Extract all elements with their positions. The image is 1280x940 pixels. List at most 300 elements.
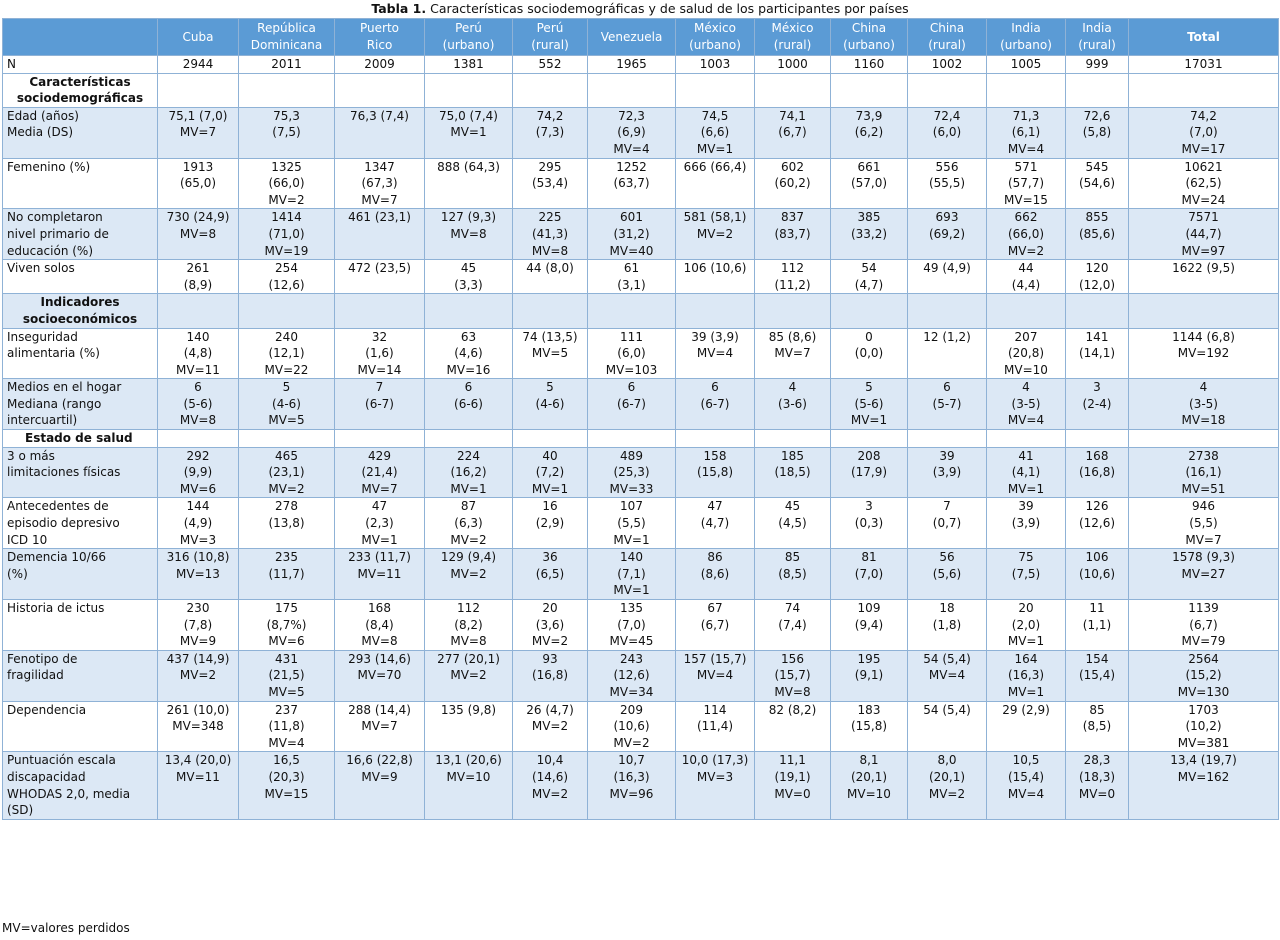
cell-line: (6-7) <box>700 396 730 411</box>
cell-line: 26 (4,7) <box>526 702 574 717</box>
section-header <box>3 430 158 448</box>
cell-line: 74,2 <box>536 108 564 123</box>
cell-line: México <box>694 21 736 36</box>
cell-line: (15,4) <box>1078 668 1116 683</box>
cell-line: 837 <box>781 210 804 225</box>
table-cell <box>987 498 1066 549</box>
cell-line: MV=4 <box>268 735 305 750</box>
table-row <box>3 260 1279 294</box>
cell-line: Características <box>29 74 131 89</box>
cell-line: MV=4 <box>1007 786 1045 801</box>
cell-line: 41 <box>1018 448 1034 463</box>
table-cell <box>158 379 239 430</box>
table-row <box>3 549 1279 600</box>
cell-line: (7,0) <box>854 566 884 581</box>
cell-line: MV=7 <box>361 719 398 734</box>
cell-line: (6-7) <box>617 396 646 411</box>
cell-line: Viven solos <box>7 261 75 276</box>
cell-line: (6,7) <box>1189 617 1218 632</box>
table-row <box>3 447 1279 498</box>
cell-line: 54 <box>861 261 877 276</box>
cell-line: MV=8 <box>531 243 569 258</box>
cell-line: alimentaria (%) <box>7 346 100 361</box>
cell-line: (8,7%) <box>266 617 307 632</box>
table-cell <box>987 73 1066 107</box>
table-cell <box>588 498 676 549</box>
table-cell <box>908 158 987 209</box>
cell-line: (53,4) <box>531 176 569 191</box>
table-cell <box>239 260 335 294</box>
table-cell <box>588 430 676 448</box>
cell-line: MV=2 <box>450 566 487 581</box>
cell-line: 437 (14,9) <box>166 651 230 666</box>
cell-line: (14,1) <box>1078 346 1116 361</box>
cell-line: 2009 <box>364 57 395 71</box>
cell-line: (SD) <box>7 803 34 818</box>
cell-line: (2,3) <box>365 516 394 531</box>
cell-line: Indicadores <box>40 295 120 310</box>
cell-line: MV=8 <box>361 634 398 649</box>
cell-line: MV=1 <box>696 141 734 156</box>
cell-line: Edad (años) <box>7 108 79 123</box>
table-cell <box>335 430 425 448</box>
cell-line: MV=2 <box>450 668 487 683</box>
cell-line: MV=27 <box>1181 566 1226 581</box>
table-cell <box>588 379 676 430</box>
table-cell <box>335 294 425 328</box>
table-row <box>3 379 1279 430</box>
cell-line: (18,5) <box>774 465 811 480</box>
cell-line: 8,1 <box>859 753 879 768</box>
cell-line: India <box>1082 21 1112 36</box>
cell-line: MV=8 <box>450 226 487 241</box>
cell-line: 1139 <box>1188 601 1219 615</box>
cell-line: (41,3) <box>531 226 569 241</box>
cell-line: (3,6) <box>535 617 565 632</box>
cell-line: 54 (5,4) <box>923 702 971 717</box>
cell-line: 18 <box>939 601 955 615</box>
table-cell <box>513 549 588 600</box>
table-cell <box>513 498 588 549</box>
cell-line: (rural) <box>928 38 966 52</box>
cell-line: (5,5) <box>617 516 646 531</box>
cell-line: 164 <box>1014 651 1038 666</box>
cell-line: MV=8 <box>450 634 487 649</box>
cell-line: (21,4) <box>361 465 398 480</box>
table-cell <box>831 56 908 74</box>
cell-line: (8,5) <box>1082 719 1112 734</box>
cell-line: MV=22 <box>264 362 309 377</box>
table-cell <box>676 379 755 430</box>
column-header <box>513 19 588 56</box>
cell-line: 87 <box>460 499 477 514</box>
table-cell <box>1066 260 1129 294</box>
table-cell <box>987 752 1066 819</box>
cell-line: (16,3) <box>1007 668 1045 683</box>
cell-line: (18,3) <box>1078 769 1116 784</box>
cell-line: 472 (23,5) <box>348 261 411 276</box>
cell-line: 49 (4,9) <box>923 261 971 276</box>
cell-line: Total <box>1187 29 1220 44</box>
column-header <box>676 19 755 56</box>
cell-line: 112 <box>781 261 804 276</box>
table-cell <box>1129 650 1279 701</box>
cell-line: 556 <box>935 159 959 174</box>
cell-line: Puntuación escala <box>7 753 116 768</box>
table-cell <box>1066 650 1129 701</box>
cell-line: (55,5) <box>928 176 966 191</box>
table-cell <box>158 498 239 549</box>
table-cell <box>158 294 239 328</box>
cell-line: 1381 <box>453 57 484 71</box>
cell-line: 156 <box>781 651 804 666</box>
cell-line: China <box>851 21 887 36</box>
cell-line: 39 <box>939 448 955 463</box>
table-cell <box>755 549 831 600</box>
table-cell <box>987 430 1066 448</box>
cell-line: 581 (58,1) <box>683 210 747 225</box>
cell-line: (4,4) <box>1011 277 1041 292</box>
cell-line: 135 <box>620 601 643 615</box>
cell-line: (1,1) <box>1082 617 1112 632</box>
cell-line: Demencia 10/66 <box>7 550 106 565</box>
cell-line: (7,1) <box>617 566 646 581</box>
table-cell <box>908 73 987 107</box>
cell-line: (4-6) <box>535 396 565 411</box>
cell-line: (5,8) <box>1082 125 1112 140</box>
table-cell <box>1066 107 1129 158</box>
section-header <box>3 294 158 328</box>
table-cell <box>908 430 987 448</box>
cell-line: 44 (8,0) <box>526 261 574 276</box>
table-cell <box>1129 260 1279 294</box>
cell-line: MV=8 <box>179 413 217 428</box>
table-cell <box>513 650 588 701</box>
cell-line: (54,6) <box>1078 176 1116 191</box>
cell-line: 254 <box>275 261 298 276</box>
cell-line: 1144 (6,8) <box>1172 329 1235 344</box>
cell-line: 277 (20,1) <box>437 651 500 666</box>
cell-line: (%) <box>7 566 28 581</box>
table-cell <box>755 600 831 651</box>
cell-line: 74,2 <box>1190 108 1217 123</box>
cell-line: MV=2 <box>696 226 734 241</box>
cell-line: MV=1 <box>450 481 487 496</box>
cell-line: 8,0 <box>937 753 957 768</box>
cell-line: MV=1 <box>613 532 650 547</box>
cell-line: 183 <box>857 702 881 717</box>
cell-line: MV=1 <box>1007 481 1045 496</box>
table-cell <box>239 498 335 549</box>
cell-line: (6,0) <box>617 346 646 361</box>
cell-line: (7,2) <box>535 465 565 480</box>
cell-line: 32 <box>371 329 388 344</box>
cell-line: (15,2) <box>1185 668 1222 683</box>
cell-line: MV=11 <box>357 566 402 581</box>
table-cell <box>676 701 755 752</box>
table-cell <box>908 209 987 260</box>
cell-line: 545 <box>1085 159 1109 174</box>
table-cell <box>513 107 588 158</box>
cell-line: 28,3 <box>1083 753 1111 768</box>
column-header <box>831 19 908 56</box>
cell-line: (4,7) <box>700 516 730 531</box>
table-row <box>3 209 1279 260</box>
table-cell <box>335 447 425 498</box>
table-row <box>3 752 1279 819</box>
cell-line: 112 <box>457 601 480 615</box>
cell-line: (14,6) <box>531 769 569 784</box>
cell-line: (6-7) <box>365 396 394 411</box>
cell-line: (11,8) <box>268 719 305 734</box>
column-header <box>425 19 513 56</box>
cell-line: (2,9) <box>535 516 565 531</box>
cell-line: 127 (9,3) <box>440 210 497 225</box>
cell-line: MV=15 <box>1004 192 1048 207</box>
cell-line: 16,6 (22,8) <box>346 753 413 768</box>
cell-line: (1,8) <box>932 617 962 632</box>
table-row <box>3 73 1279 107</box>
table-cell <box>676 498 755 549</box>
cell-line: (7,0) <box>617 617 646 632</box>
cell-line: (3,1) <box>617 277 646 292</box>
cell-line: MV=2 <box>450 532 487 547</box>
table-cell <box>908 650 987 701</box>
cell-line: (16,2) <box>450 465 487 480</box>
cell-line: MV=103 <box>605 362 658 377</box>
cell-line: (rural) <box>1078 38 1116 52</box>
table-cell <box>239 379 335 430</box>
table-cell <box>908 107 987 158</box>
table-cell <box>908 328 987 379</box>
cell-line: China <box>929 21 965 36</box>
cell-line: 168 <box>368 601 391 615</box>
cell-line: (3-5) <box>1189 396 1218 411</box>
cell-line: (12,0) <box>1078 277 1116 292</box>
table-cell <box>158 447 239 498</box>
table-cell <box>425 600 513 651</box>
table-cell <box>513 447 588 498</box>
cell-line: 126 <box>1085 499 1109 514</box>
cell-line: (20,1) <box>928 769 966 784</box>
cell-line: 461 (23,1) <box>348 210 411 225</box>
table-cell <box>1129 498 1279 549</box>
table-cell <box>755 294 831 328</box>
table-cell <box>1129 294 1279 328</box>
cell-line: 75,0 (7,4) <box>439 108 498 123</box>
table-cell <box>425 379 513 430</box>
cell-line: 295 <box>538 159 562 174</box>
table-cell <box>831 430 908 448</box>
table-cell <box>676 260 755 294</box>
cell-line: MV=4 <box>928 668 966 683</box>
table-cell <box>239 209 335 260</box>
table-cell <box>1129 73 1279 107</box>
table-cell <box>1129 379 1279 430</box>
cell-line: 109 <box>857 601 881 615</box>
cell-line: 74 <box>784 601 801 615</box>
cell-line: (7,4) <box>778 617 807 632</box>
table-cell <box>831 209 908 260</box>
cell-line: Rico <box>366 38 393 52</box>
cell-line: 12 (1,2) <box>923 329 971 344</box>
cell-line: MV=2 <box>613 735 650 750</box>
table-cell <box>425 260 513 294</box>
table-cell <box>755 73 831 107</box>
row-label <box>3 56 158 74</box>
cell-line: 1003 <box>699 57 731 71</box>
table-cell <box>908 56 987 74</box>
cell-line: MV=11 <box>176 362 220 377</box>
table-cell <box>987 379 1066 430</box>
cell-line: (5,6) <box>932 566 962 581</box>
column-header <box>987 19 1066 56</box>
cell-line: 237 <box>275 702 298 717</box>
cell-line: (67,3) <box>361 176 398 191</box>
cell-line: MV=1 <box>531 481 569 496</box>
cell-line: MV=40 <box>609 243 654 258</box>
cell-line: (20,3) <box>268 769 305 784</box>
table-cell <box>755 107 831 158</box>
cell-line: 71,3 <box>1012 108 1040 123</box>
table-cell <box>158 260 239 294</box>
table-cell <box>513 73 588 107</box>
cell-line: 2564 <box>1188 651 1219 666</box>
cell-line: 107 <box>620 499 643 514</box>
cell-line: MV=3 <box>696 769 734 784</box>
cell-line: 730 (24,9) <box>166 210 230 225</box>
row-label <box>3 600 158 651</box>
table-cell <box>239 328 335 379</box>
table-cell <box>158 701 239 752</box>
table-cell <box>755 430 831 448</box>
cell-line: 72,4 <box>933 108 961 123</box>
table-cell <box>676 73 755 107</box>
cell-line: (12,1) <box>268 346 305 361</box>
cell-line: (9,1) <box>854 668 884 683</box>
table-cell <box>676 294 755 328</box>
cell-line: 141 <box>1085 329 1109 344</box>
cell-line: 111 <box>620 329 643 344</box>
cell-line: (16,8) <box>531 668 569 683</box>
cell-line: 601 <box>620 210 643 225</box>
cell-line: 465 <box>275 448 298 463</box>
cell-line: (85,6) <box>1078 226 1116 241</box>
row-label <box>3 752 158 819</box>
cell-line: (7,3) <box>535 125 565 140</box>
cell-line: (urbano) <box>689 38 741 52</box>
table-cell <box>158 158 239 209</box>
cell-line: 4 <box>1199 380 1208 395</box>
cell-line: (23,1) <box>268 465 305 480</box>
cell-line: Perú <box>536 21 564 36</box>
cell-line: MV=2 <box>531 719 569 734</box>
cell-line: 157 (15,7) <box>683 651 747 666</box>
cell-line: MV=2 <box>1007 243 1045 258</box>
cell-line: (3,9) <box>932 465 962 480</box>
cell-line: Puerto <box>360 21 399 36</box>
table-cell <box>1129 158 1279 209</box>
table-caption <box>0 2 1280 16</box>
cell-line: MV=5 <box>268 413 305 428</box>
table-cell <box>908 752 987 819</box>
cell-line: 208 <box>857 448 881 463</box>
table-cell <box>831 650 908 701</box>
table-cell <box>239 650 335 701</box>
cell-line: 195 <box>857 651 881 666</box>
table-cell <box>676 209 755 260</box>
cell-line: 106 <box>1085 550 1109 565</box>
cell-line: MV=5 <box>268 684 305 699</box>
table-cell <box>588 752 676 819</box>
table-cell <box>1129 56 1279 74</box>
cell-line: 75 <box>1018 550 1034 565</box>
table-row <box>3 701 1279 752</box>
cell-line: MV=34 <box>609 684 654 699</box>
table-cell <box>425 650 513 701</box>
table-cell <box>239 600 335 651</box>
table-cell <box>588 209 676 260</box>
table-cell <box>755 447 831 498</box>
cell-line: (10,6) <box>1078 566 1116 581</box>
cell-line: (57,0) <box>850 176 888 191</box>
cell-line: India <box>1011 21 1041 36</box>
row-label <box>3 498 158 549</box>
table-cell <box>335 328 425 379</box>
table-cell <box>987 447 1066 498</box>
column-header <box>908 19 987 56</box>
cell-line: (7,5) <box>272 125 301 140</box>
cell-line: 54 (5,4) <box>923 651 971 666</box>
table-cell <box>908 498 987 549</box>
cell-line: 3 <box>865 499 873 514</box>
table-cell <box>513 260 588 294</box>
cell-line: MV=9 <box>179 634 217 649</box>
cell-line: MV=381 <box>1177 735 1230 750</box>
table-cell <box>755 379 831 430</box>
table-cell <box>335 158 425 209</box>
cell-line: 209 <box>620 702 643 717</box>
table-cell <box>1129 549 1279 600</box>
table-cell <box>1066 73 1129 107</box>
cell-line: 56 <box>939 550 955 565</box>
cell-line: Historia de ictus <box>7 601 105 615</box>
cell-line: (4,6) <box>454 346 483 361</box>
cell-line: MV=7 <box>361 481 398 496</box>
cell-line: educación (%) <box>7 243 94 258</box>
table-cell <box>831 260 908 294</box>
cell-line: MV=33 <box>609 481 654 496</box>
table-cell <box>335 752 425 819</box>
column-header <box>755 19 831 56</box>
table-cell <box>335 498 425 549</box>
table-cell <box>1066 328 1129 379</box>
cell-line: 1252 <box>616 159 647 174</box>
table-cell <box>1129 600 1279 651</box>
table-cell <box>1066 447 1129 498</box>
cell-line: (33,2) <box>850 226 888 241</box>
cell-line: (urbano) <box>843 38 895 52</box>
cell-line: (7,8) <box>183 617 213 632</box>
table-row <box>3 328 1279 379</box>
table-cell <box>513 158 588 209</box>
cell-line: 13,4 (19,7) <box>1170 753 1237 768</box>
table-cell <box>588 56 676 74</box>
cell-line: 2944 <box>182 57 214 71</box>
cell-line: 85 <box>1089 702 1105 717</box>
cell-line: 10,5 <box>1012 753 1040 768</box>
cell-line: MV=2 <box>531 634 569 649</box>
